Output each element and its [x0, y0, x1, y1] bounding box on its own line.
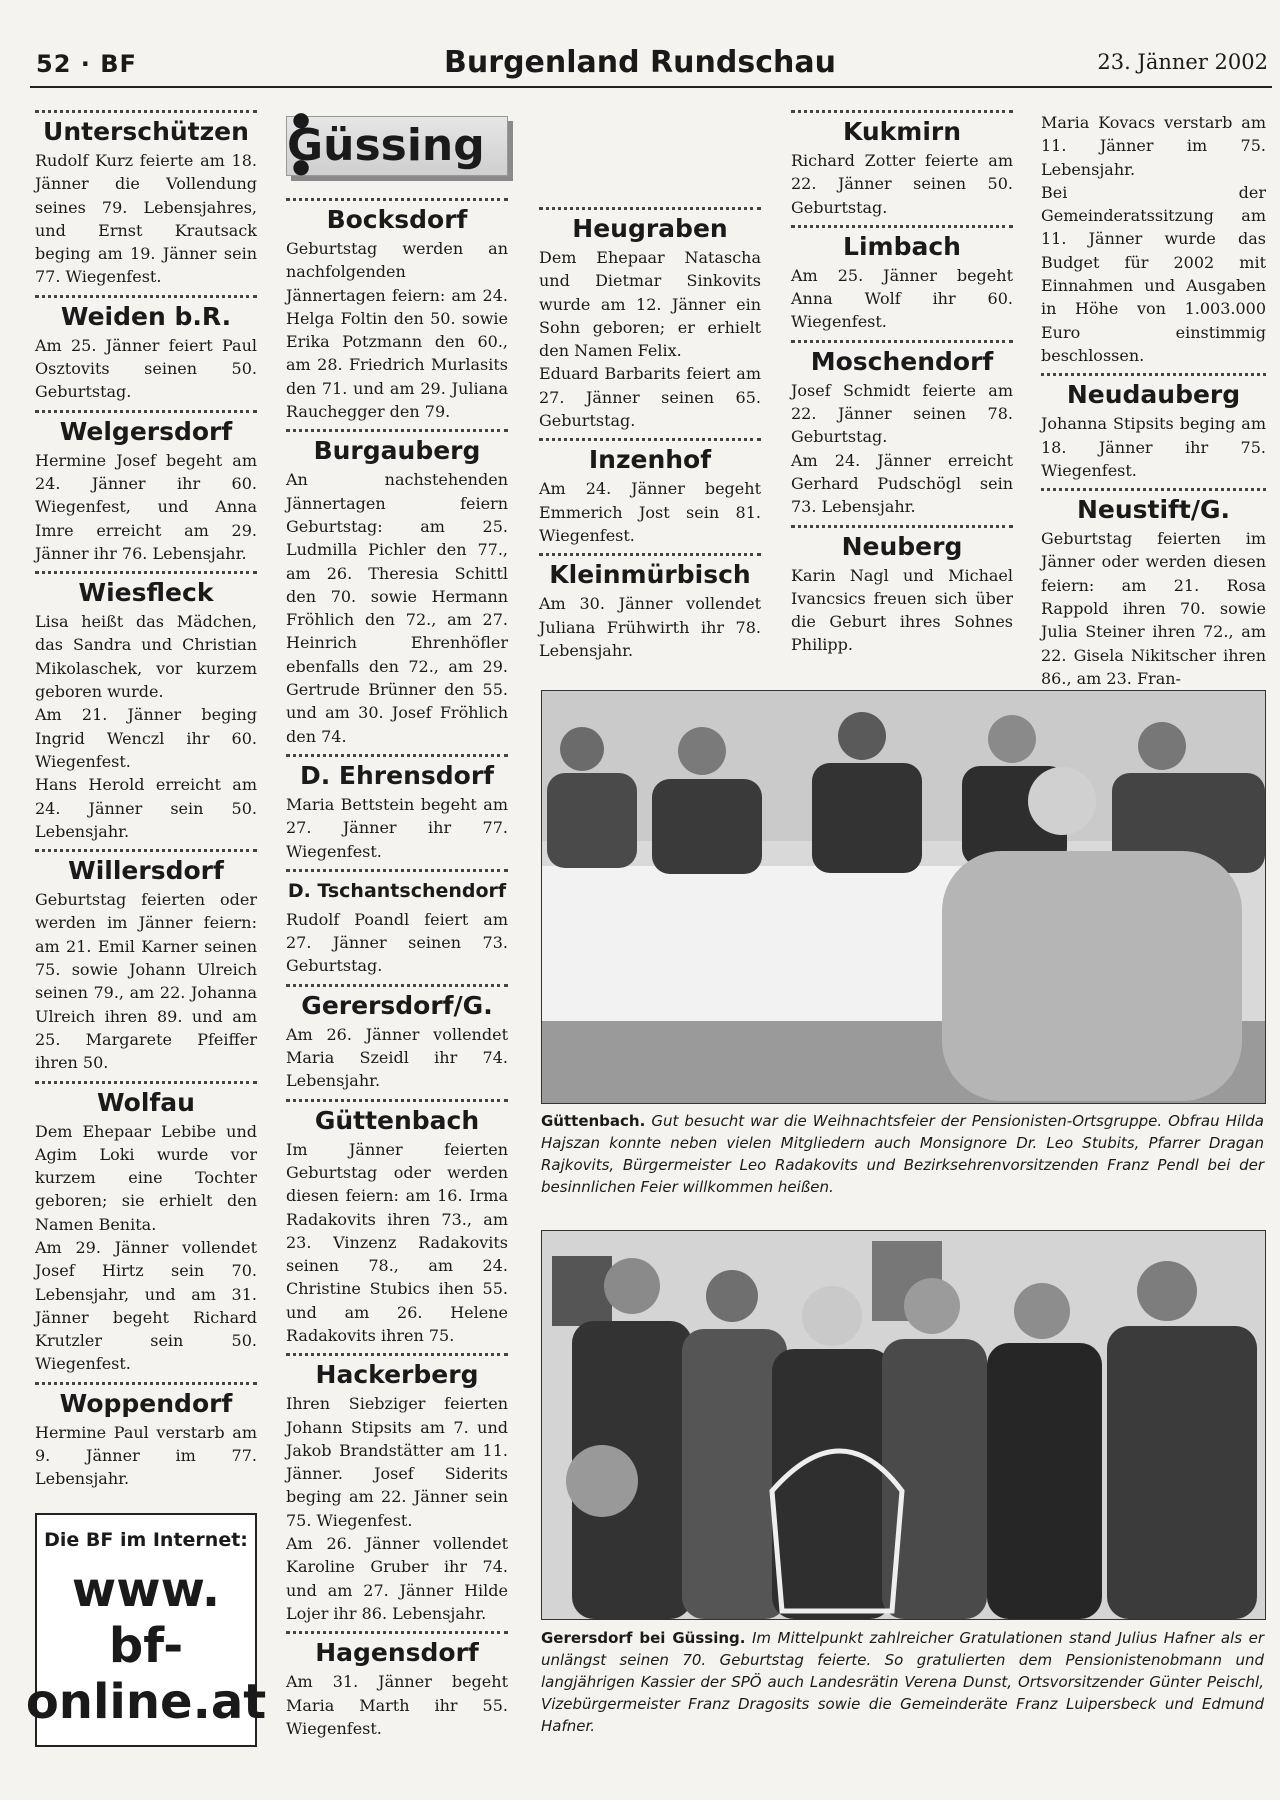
item-body: [286, 1392, 508, 1625]
item-paragraph: Rudolf Kurz feierte am 18. Jänner die Vollendung seines 79. Lebensjahres, und Ernst Krautsack beging am 19. Jänner sein 77. Wiegenfest.: [35, 151, 257, 287]
item-body: [791, 149, 1013, 219]
item-body: [791, 379, 1013, 519]
news-item: [286, 1099, 508, 1348]
dotted-divider: [35, 849, 257, 852]
item-body: [286, 1023, 508, 1093]
item-paragraph: Am 25. Jänner begeht Anna Wolf ihr 60. Wiegenfest.: [791, 265, 1013, 332]
news-item: [35, 410, 257, 565]
item-paragraph: Im Jänner feierten Geburtstag oder werden diesen feiern: am 16. Irma Radakovits ihren 73., am 23. Vinzenz Radakovits seinen 78., am 24. Christine Stubics ihen 55. und am 26. Helene Radakovits ihren 75.: [286, 1139, 508, 1345]
internet-box: [25, 1513, 267, 1747]
dotted-divider: [35, 295, 257, 298]
item-paragraph: Am 26. Jänner vollendet Maria Szeidl ihr 74. Lebensjahr.: [286, 1024, 508, 1091]
item-body: [791, 564, 1013, 657]
item-paragraph: An nachstehenden Jännertagen feiern Geburtstag: am 25. Ludmilla Pichler den 77., am 26. Theresia Schittl den 70. sowie Hermann Fröhlich den 72., am 27. Heinrich Ehrenhöfler ebenfalls den 72., am 29. Gertrude Brünner den 55. und am 30. Josef Fröhlich den 74.: [286, 470, 508, 746]
dotted-divider: [35, 110, 257, 113]
item-body: [1041, 527, 1266, 690]
dotted-divider: [35, 1382, 257, 1385]
item-body: [286, 468, 508, 748]
item-body: [539, 246, 761, 432]
dotted-divider: [539, 207, 761, 210]
village-heading: Heugraben: [572, 214, 728, 243]
item-body: [1041, 412, 1266, 482]
dotted-divider: [286, 869, 508, 872]
village-heading: Hagensdorf: [315, 1638, 479, 1668]
news-item: [539, 438, 761, 547]
column-3: [539, 207, 761, 668]
item-body: [35, 888, 257, 1074]
item-paragraph: Geburtstag feierten im Jänner oder werden diesen feiern: am 21. Rosa Rappold ihren 70. sowie Julia Steiner ihren 72., am 22. Gisela Nikitscher ihren 86., am 23. Fran-: [1041, 529, 1266, 688]
village-heading: Willersdorf: [68, 856, 224, 886]
item-paragraph: Am 24. Jänner erreicht Gerhard Pudschögl sein 73. Lebensjahr.: [791, 450, 1013, 517]
item-body: [286, 1138, 508, 1348]
village-heading: Neuberg: [841, 531, 963, 561]
dotted-divider: [791, 525, 1013, 528]
item-body: [35, 610, 257, 843]
news-item: [35, 110, 257, 289]
photo-gerersdorf-caption: [541, 1627, 1264, 1737]
caption-lead: Gerersdorf bei Güssing.: [541, 1629, 746, 1647]
item-body: [35, 149, 257, 289]
dotted-divider: [286, 198, 508, 201]
news-item: [791, 225, 1013, 334]
column-4: [791, 110, 1013, 663]
item-body: [35, 334, 257, 404]
village-heading: Welgersdorf: [59, 416, 233, 446]
village-heading: Weiden b.R.: [60, 301, 232, 331]
item-paragraph: Am 21. Jänner beging Ingrid Wenczl ihr 60. Wiegenfest.: [35, 705, 257, 771]
caption-lead: Güttenbach.: [541, 1112, 646, 1130]
item-body: [1041, 111, 1266, 367]
village-heading: Unterschützen: [43, 117, 249, 146]
news-item: [539, 207, 761, 432]
dotted-divider: [791, 340, 1013, 343]
dotted-divider: [35, 1081, 257, 1084]
item-paragraph: Rudolf Poandl feiert am 27. Jänner seinen 73. Geburtstag.: [286, 909, 508, 976]
news-item: [539, 553, 761, 662]
column-1: [25, 110, 267, 1747]
news-item: [35, 295, 257, 404]
news-item: [791, 110, 1013, 219]
news-item: [35, 1081, 257, 1376]
item-body: [539, 592, 761, 662]
item-paragraph: Am 31. Jänner begeht Maria Marth ihr 55. Wiegenfest.: [286, 1672, 508, 1738]
photo-guettenbach: [541, 690, 1266, 1104]
item-paragraph: Dem Ehepaar Lebibe und Agim Loki wurde vor kurzem eine Tochter geboren; sie erhielt den Namen Benita.: [35, 1121, 257, 1234]
issue-date: 23. Jänner 2002: [1097, 50, 1268, 74]
header-rule: [30, 86, 1272, 88]
news-item: [1041, 111, 1266, 367]
item-paragraph: Geburtstag feierten oder werden im Jänner feiern: am 21. Emil Karner seinen 75. sowie Johann Ulreich seinen 79., am 22. Johanna Ulreich ihren 89. und am 25. Margarete Pfeiffer ihren 50.: [35, 890, 257, 1073]
dotted-divider: [286, 984, 508, 987]
dotted-divider: [1041, 488, 1266, 491]
news-item: [1041, 373, 1266, 482]
item-paragraph: Bei der Gemeinderatssitzung am 11. Jänner wurde das Budget für 2002 mit Einnahmen und Ausgaben in Höhe von 1.003.000 Euro einstimmig beschlossen.: [1041, 182, 1266, 365]
dotted-divider: [1041, 373, 1266, 376]
item-paragraph: Eduard Barbarits feiert am 27. Jänner seinen 65. Geburtstag.: [539, 364, 761, 431]
item-paragraph: Ihren Siebziger feierten Johann Stipsits am 7. und Jakob Brandstätter am 11. Jänner. Josef Siderits beging am 22. Jänner sein 75. Wiegenfest.: [286, 1394, 508, 1530]
dotted-divider: [791, 110, 1013, 113]
news-item: [35, 571, 257, 843]
item-body: [35, 1421, 257, 1491]
item-body: [286, 237, 508, 423]
item-paragraph: Maria Bettstein begeht am 27. Jänner ihr 77. Wiegenfest.: [286, 794, 508, 861]
village-heading: Kukmirn: [842, 117, 962, 146]
news-item: [35, 849, 257, 1074]
dotted-divider: [35, 410, 257, 413]
region-banner: • Güssing •: [286, 116, 508, 176]
item-body: [286, 793, 508, 863]
caption-text: Gut besucht war die Weihnachtsfeier der Pensionisten-Ortsgruppe. Obfrau Hilda Hajszan konnte neben vielen Mitgliedern auch Monsignore Dr. Leo Stubits, Pfarrer Dragan Rajkovits, Bürgermeister Leo Radakovits und Bezirksehrenvorsitzenden Franz Pendl bei der besinnlichen Feier willkommen heißen.: [541, 1112, 1264, 1196]
photo-gerersdorf: [541, 1230, 1266, 1620]
caption-text: Im Mittelpunkt zahlreicher Gratulationen stand Julius Hafner als er unlängst seinen 70. Geburtstag feierte. So gratulierten dem Pensionistenobmann und langjährigen Kassier der SPÖ auch Landesrätin Verena Dunst, Ortsvorsitzender Günter Peischl, Vizebürgermeister Franz Dragosits sowie die Gemeinderäte Franz Luipersbeck und Edmund Hafner.: [541, 1629, 1264, 1735]
dotted-divider: [539, 438, 761, 441]
item-paragraph: Maria Kovacs verstarb am 11. Jänner im 75. Lebensjahr.: [1041, 113, 1266, 179]
dotted-divider: [286, 1353, 508, 1356]
item-paragraph: Am 30. Jänner vollendet Juliana Frühwirth ihr 78. Lebensjahr.: [539, 594, 761, 660]
village-heading: Neustift/G.: [1076, 495, 1231, 525]
village-heading: Inzenhof: [588, 445, 712, 475]
item-body: [35, 449, 257, 565]
page-header: [0, 0, 1280, 92]
village-heading: Wiesfleck: [78, 578, 214, 608]
item-paragraph: Dem Ehepaar Natascha und Dietmar Sinkovits wurde am 12. Jänner ein Sohn geboren; er erhielt den Namen Felix.: [539, 248, 761, 361]
news-item: [286, 429, 508, 748]
item-paragraph: Josef Schmidt feierte am 22. Jänner seinen 78. Geburtstag.: [791, 380, 1013, 447]
item-paragraph: Richard Zotter feierte am 22. Jänner seinen 50. Geburtstag.: [791, 151, 1013, 217]
website-url[interactable]: www. bf- online.at: [25, 1561, 267, 1730]
village-heading: Hackerberg: [315, 1360, 479, 1390]
news-item: [1041, 488, 1266, 690]
item-paragraph: Geburtstag werden an nachfolgenden Jännertagen feiern: am 24. Helga Foltin den 50. sowie Erika Potzmann den 60., am 28. Friedrich Murlasits den 71. und am 29. Juliana Rauchegger den 79.: [286, 239, 508, 422]
item-body: [286, 908, 508, 978]
item-body: [539, 477, 761, 547]
village-heading: Limbach: [843, 231, 961, 261]
village-heading: Burgauberg: [313, 436, 481, 466]
news-item: [791, 340, 1013, 519]
paper-title: Burgenland Rundschau: [444, 45, 836, 80]
village-heading: Neudauberg: [1066, 380, 1241, 410]
dotted-divider: [35, 571, 257, 574]
news-item: [35, 1382, 257, 1491]
item-paragraph: Lisa heißt das Mädchen, das Sandra und Christian Mikolaschek, vor kurzem geboren wurde.: [35, 612, 257, 702]
item-body: [286, 1670, 508, 1740]
item-paragraph: Am 24. Jänner begeht Emmerich Jost sein 81. Wiegenfest.: [539, 479, 761, 545]
item-paragraph: Am 26. Jänner vollendet Karoline Gruber ihr 74. und am 27. Jänner Hilde Lojer ihr 86. Lebensjahr.: [286, 1534, 508, 1623]
item-body: [791, 264, 1013, 334]
item-paragraph: Karin Nagl und Michael Ivancsics freuen sich über die Geburt ihres Sohnes Philipp.: [791, 565, 1013, 655]
news-item: [286, 1631, 508, 1740]
photo-gerersdorf-image: [542, 1231, 1265, 1619]
dotted-divider: [539, 553, 761, 556]
page-label: 52 · BF: [36, 50, 137, 78]
dotted-divider: [286, 1099, 508, 1102]
item-paragraph: Am 25. Jänner feiert Paul Osztovits seinen 50. Geburtstag.: [35, 335, 257, 402]
news-item: [286, 1353, 508, 1625]
column-5: [1041, 111, 1266, 696]
village-heading: Kleinmürbisch: [549, 560, 751, 590]
internet-box-title: Die BF im Internet:: [44, 1528, 248, 1551]
village-heading: Güttenbach: [314, 1105, 480, 1135]
dotted-divider: [286, 429, 508, 432]
item-body: [35, 1120, 257, 1376]
photo-guettenbach-caption: [541, 1110, 1264, 1198]
column-2: [286, 97, 508, 1746]
village-heading: Wolfau: [97, 1087, 195, 1117]
village-heading: Moschendorf: [810, 346, 994, 376]
news-item: [286, 754, 508, 863]
item-paragraph: Johanna Stipsits beging am 18. Jänner ihr 75. Wiegenfest.: [1041, 414, 1266, 480]
item-paragraph: Hans Herold erreicht am 24. Jänner sein 50. Lebensjahr.: [35, 775, 257, 841]
news-item: [286, 869, 508, 978]
village-heading: Bocksdorf: [326, 205, 468, 234]
village-heading: D. Ehrensdorf: [299, 760, 495, 790]
dotted-divider: [791, 225, 1013, 228]
item-paragraph: Am 29. Jänner vollendet Josef Hirtz sein 70. Lebensjahr, und am 31. Jänner begeht Richard Krutzler sein 50. Wiegenfest.: [35, 1237, 257, 1374]
news-item: [791, 525, 1013, 657]
village-heading: D. Tschantschendorf: [287, 879, 507, 902]
dotted-divider: [286, 754, 508, 757]
village-heading: Gerersdorf/G.: [301, 990, 493, 1020]
item-paragraph: Hermine Paul verstarb am 9. Jänner im 77. Lebensjahr.: [35, 1422, 257, 1489]
village-heading: Woppendorf: [59, 1388, 233, 1418]
photo-guettenbach-image: [542, 691, 1265, 1103]
news-item: [286, 984, 508, 1093]
dotted-divider: [286, 1631, 508, 1634]
news-item: [286, 198, 508, 423]
item-paragraph: Hermine Josef begeht am 24. Jänner ihr 60. Wiegenfest, und Anna Imre erreicht am 29. Jänner ihr 76. Lebensjahr.: [35, 450, 257, 563]
